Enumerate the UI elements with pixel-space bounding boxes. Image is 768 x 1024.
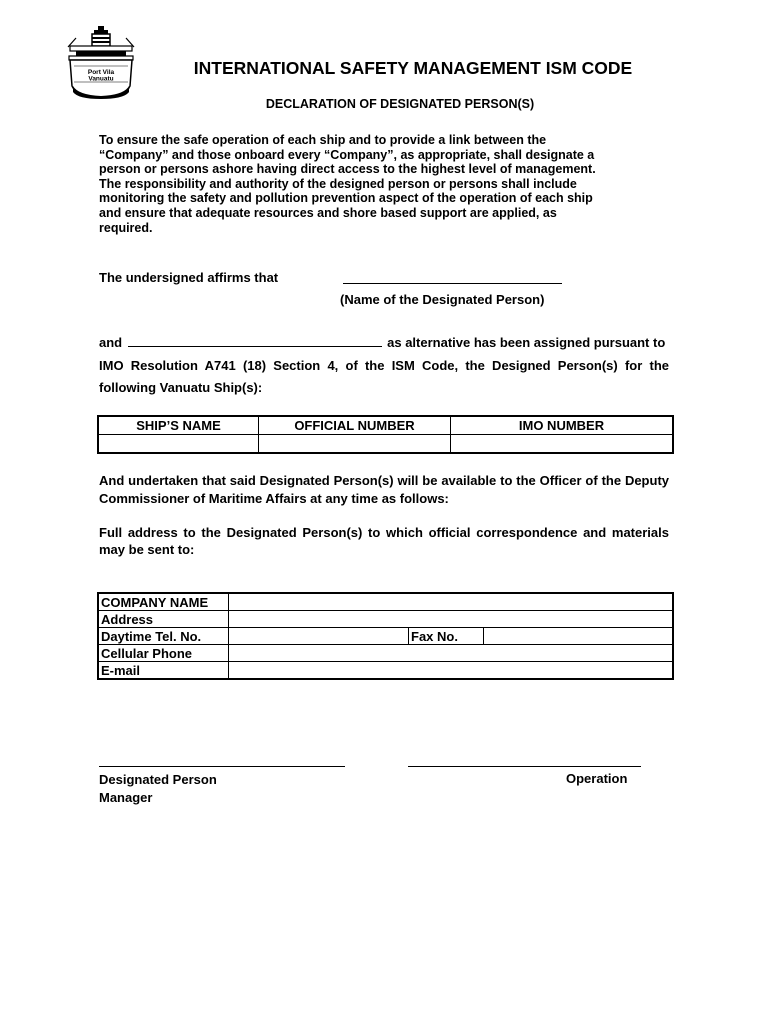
following-ships-line: following Vanuatu Ship(s): — [99, 380, 263, 395]
document-subtitle: DECLARATION OF DESIGNATED PERSON(S) — [265, 97, 535, 111]
operation-label: Operation — [566, 771, 628, 786]
company-table — [97, 592, 674, 680]
document-title: INTERNATIONAL SAFETY MANAGEMENT ISM CODE — [193, 58, 633, 78]
alternative-suffix: as alternative has been assigned pursuant to — [387, 335, 666, 350]
email-label: E-mail — [98, 662, 229, 680]
address-paragraph: Full address to the Designated Person(s) to which official correspondence and materials may be sent to: — [99, 525, 669, 557]
designated-person-name-blank[interactable] — [343, 283, 562, 284]
imo-number-header: IMO NUMBER — [451, 416, 674, 435]
ship-table-row — [98, 435, 673, 454]
designated-person-label: Designated Person — [99, 772, 217, 787]
alternative-row — [99, 335, 674, 350]
company-name-field[interactable] — [229, 593, 674, 611]
affirm-label: The undersigned affirms that — [99, 270, 279, 285]
cellular-phone-field[interactable] — [229, 645, 674, 662]
daytime-tel-field[interactable] — [229, 628, 409, 645]
logo-text-2: Vanuatu — [88, 75, 114, 83]
ships-name-cell[interactable] — [98, 435, 259, 454]
table-row — [98, 662, 673, 680]
cellular-phone-label: Cellular Phone — [98, 645, 229, 662]
intro-line: To ensure the safe operation of each ship and to provide a link between the — [99, 133, 547, 147]
alternative-person-blank[interactable] — [128, 336, 382, 347]
intro-line: The responsibility and authority of the designed person or persons shall include — [99, 176, 577, 191]
intro-paragraph — [99, 133, 679, 235]
imo-resolution-line: IMO Resolution A741 (18) Section 4, of the ISM Code, the Designed Person(s) for the — [99, 358, 669, 373]
and-label: and — [99, 335, 123, 350]
address-field[interactable] — [229, 611, 674, 628]
intro-line: “Company” and those onboard every “Company”, as appropriate, shall designate a — [99, 147, 595, 162]
designated-person-signature-label — [99, 771, 217, 807]
designated-person-caption: (Name of the Designated Person) — [340, 292, 545, 307]
official-number-cell[interactable] — [259, 435, 451, 454]
imo-number-cell[interactable] — [451, 435, 674, 454]
manager-label: Manager — [99, 790, 153, 805]
operation-manager-signature-line[interactable] — [408, 766, 641, 767]
logo-text-1: Port Vila — [87, 69, 115, 76]
ships-name-header: SHIP’S NAME — [98, 416, 259, 435]
intro-line: monitoring the safety and pollution prevention aspect of the operation of each ship — [99, 191, 593, 206]
undertaken-paragraph: And undertaken that said Designated Person(s) will be available to the Officer of the Deputy Commissioner of Maritime Affairs at any time as follows: — [99, 473, 669, 506]
fax-label: Fax No. — [409, 628, 484, 645]
designated-person-signature-line[interactable] — [99, 766, 345, 767]
table-row — [98, 645, 673, 662]
ship-table — [97, 415, 674, 454]
address-label: Address — [98, 611, 229, 628]
table-row — [98, 593, 673, 611]
daytime-tel-label: Daytime Tel. No. — [98, 628, 229, 645]
intro-line: required. — [99, 220, 153, 235]
email-field[interactable] — [229, 662, 674, 680]
company-name-label: COMPANY NAME — [98, 593, 229, 611]
ship-table-header-row — [98, 416, 673, 435]
fax-field[interactable] — [484, 628, 674, 645]
table-row — [98, 628, 673, 645]
table-row — [98, 611, 673, 628]
official-number-header: OFFICIAL NUMBER — [259, 416, 451, 435]
intro-line: and ensure that adequate resources and shore based support are applied, as — [99, 205, 557, 220]
intro-line: person or persons ashore having direct access to the highest level of management. — [99, 162, 596, 177]
